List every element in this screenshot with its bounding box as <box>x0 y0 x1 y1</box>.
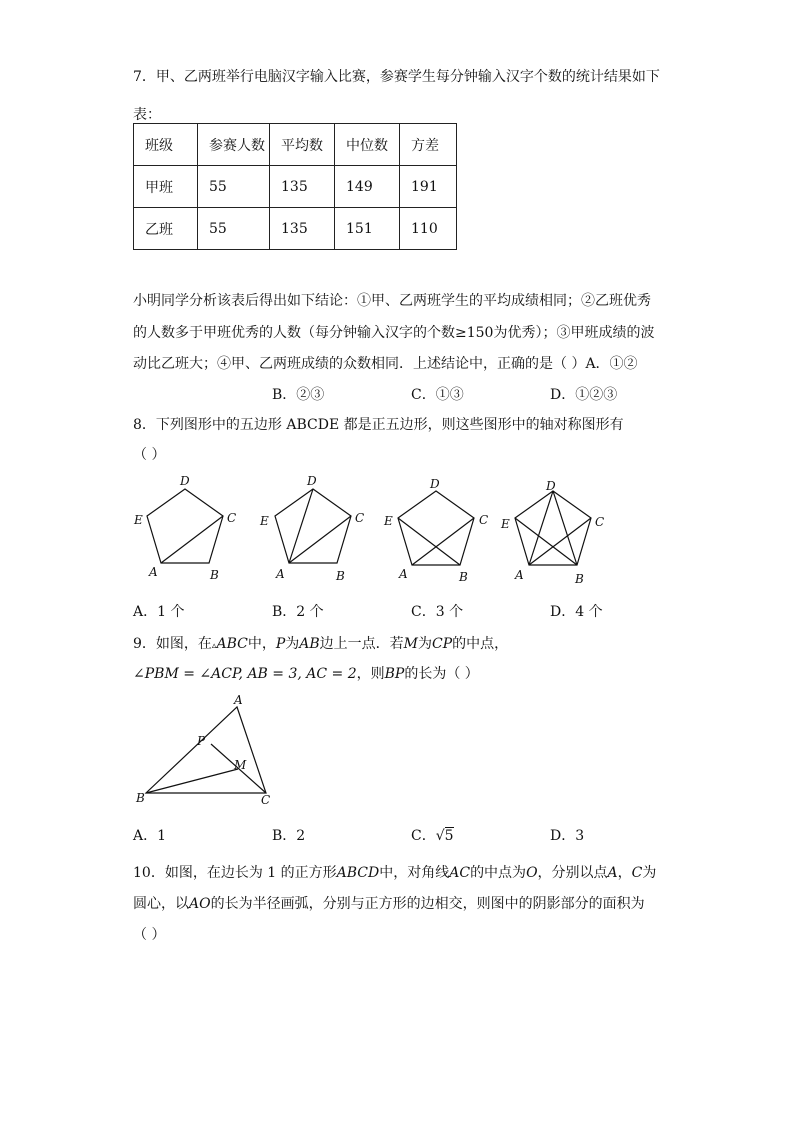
q9-option-d: D．3 <box>550 828 585 844</box>
table-header-cell: 班级 <box>134 124 198 166</box>
label-a: A <box>515 568 524 582</box>
q8-line2: （ ） <box>133 447 166 463</box>
q9-condition-math: ∠PBM = ∠ACP, AB = 3, AC = 2 <box>133 666 357 682</box>
table-cell: 191 <box>400 166 457 208</box>
q10-math: C <box>631 865 643 881</box>
q10-line3: （ ） <box>133 927 166 943</box>
q7-line2: 表： <box>133 107 161 123</box>
q10-line2 <box>133 893 645 913</box>
label-b: B <box>336 569 345 583</box>
q10-math: ABCD <box>336 865 380 881</box>
q9-text: 的长为（ ） <box>404 666 479 682</box>
q7-option-c: C．①③ <box>411 387 464 403</box>
stats-table <box>133 123 457 250</box>
q9-text: 9．如图，在 <box>133 636 212 652</box>
pentagon-figure-1 <box>133 474 236 582</box>
label-a: A <box>399 567 408 581</box>
pentagon-figure-2 <box>259 474 364 583</box>
q7-option-d: D．①②③ <box>550 387 618 403</box>
q7-line1: 7．甲、乙两班举行电脑汉字输入比赛，参赛学生每分钟输入汉字个数的统计结果如下 <box>133 69 660 85</box>
table-row <box>134 208 457 250</box>
q9-option-b: B．2 <box>272 828 306 844</box>
q9-math: CP <box>432 636 453 652</box>
q10-text: 的长为半径画弧，分别与正方形的边相交，则图中的阴影部分的面积为 <box>210 896 645 912</box>
q7-para1: 小明同学分析该表后得出如下结论：①甲、乙两班学生的平均成绩相同；②乙班优秀 <box>133 293 651 309</box>
q9-text: 的中点， <box>452 636 509 652</box>
q10-text: 为 <box>642 865 657 881</box>
label-b: B <box>459 570 468 584</box>
q8-option-a: A．1 个 <box>133 604 185 620</box>
label-c: C <box>355 511 365 525</box>
label-a: A <box>276 567 285 581</box>
label-b: B <box>136 791 145 805</box>
table-header-cell: 方差 <box>400 124 457 166</box>
q9-text: ，则 <box>356 666 385 682</box>
q10-math: AO <box>189 896 211 912</box>
label-d: D <box>180 474 190 488</box>
q8-line1: 8．下列图形中的五边形 ABCDE 都是正五边形，则这些图形中的轴对称图形有 <box>133 417 624 433</box>
q10-text: 的中点为 <box>470 865 527 881</box>
label-c: C <box>595 515 605 529</box>
table-header-cell: 平均数 <box>270 124 335 166</box>
label-b: B <box>575 572 584 586</box>
pentagon-figures <box>125 470 645 588</box>
q10-text: 圆心，以 <box>133 896 189 912</box>
label-d: D <box>307 474 317 488</box>
table-cell: 149 <box>335 166 400 208</box>
q9-option-a: A．1 <box>133 828 167 844</box>
q7-para3: 动比乙班大；④甲、乙两班成绩的众数相同．上述结论中，正确的是（ ）A．①② <box>133 356 638 372</box>
q10-math: A <box>607 865 618 881</box>
q10-text: ，分别以点 <box>537 865 608 881</box>
table-cell: 甲班 <box>134 166 198 208</box>
q9-math: M <box>403 636 418 652</box>
q10-math: O <box>526 865 538 881</box>
q9-option-c <box>411 825 454 845</box>
label-a: A <box>149 565 158 579</box>
label-c: C <box>479 513 489 527</box>
q10-text: ， <box>617 865 632 881</box>
table-cell: 乙班 <box>134 208 198 250</box>
q9-math: P <box>275 636 286 652</box>
q9-text: 为 <box>418 636 432 652</box>
table-row <box>134 166 457 208</box>
label-m: M <box>234 758 247 772</box>
table-header-cell: 中位数 <box>335 124 400 166</box>
table-cell: 135 <box>270 166 335 208</box>
q8-option-c: C．3 个 <box>411 604 464 620</box>
label-e: E <box>134 513 143 527</box>
label-b: B <box>210 568 219 582</box>
sqrt-radicand: 5 <box>444 828 454 844</box>
label-c: C <box>227 511 237 525</box>
q10-line1 <box>133 862 656 882</box>
label-e: E <box>384 514 393 528</box>
triangle-symbol: ▵ <box>211 641 217 651</box>
q7-option-b: B．②③ <box>272 387 325 403</box>
label-d: D <box>430 477 440 491</box>
q10-math: AC <box>449 865 471 881</box>
table-cell: 55 <box>198 208 270 250</box>
q10-text: 10．如图，在边长为 1 的正方形 <box>133 865 337 881</box>
table-cell: 110 <box>400 208 457 250</box>
q7-para2: 的人数多于甲班优秀的人数（每分钟输入汉字的个数≥150为优秀）；③甲班成绩的波 <box>133 325 655 341</box>
sqrt-symbol: √ <box>435 828 445 844</box>
q8-option-d: D．4 个 <box>550 604 603 620</box>
label-e: E <box>260 514 269 528</box>
triangle-figure <box>130 692 290 810</box>
q9-line2 <box>133 663 479 683</box>
q8-option-b: B．2 个 <box>272 604 324 620</box>
q9-math: BP <box>384 666 405 682</box>
table-header-row <box>134 124 457 166</box>
q9-math: ABC <box>216 636 248 652</box>
table-cell: 55 <box>198 166 270 208</box>
q10-text: 中，对角线 <box>379 865 450 881</box>
table-cell: 135 <box>270 208 335 250</box>
q9-text: 为 <box>285 636 300 652</box>
q9-text: 边上一点．若 <box>319 636 404 652</box>
label-e: E <box>501 517 510 531</box>
table-header-cell: 参赛人数 <box>198 124 270 166</box>
q9-option-c-prefix: C． <box>411 828 436 844</box>
q9-math: AB <box>299 636 320 652</box>
label-a: A <box>234 693 243 707</box>
label-c: C <box>261 793 271 807</box>
pentagon-figure-4 <box>500 479 604 586</box>
label-d: D <box>546 479 556 493</box>
table-cell: 151 <box>335 208 400 250</box>
pentagon-figure-3 <box>383 477 488 584</box>
q9-line1 <box>133 633 508 653</box>
q9-text: 中， <box>247 636 276 652</box>
label-p: P <box>197 734 206 748</box>
